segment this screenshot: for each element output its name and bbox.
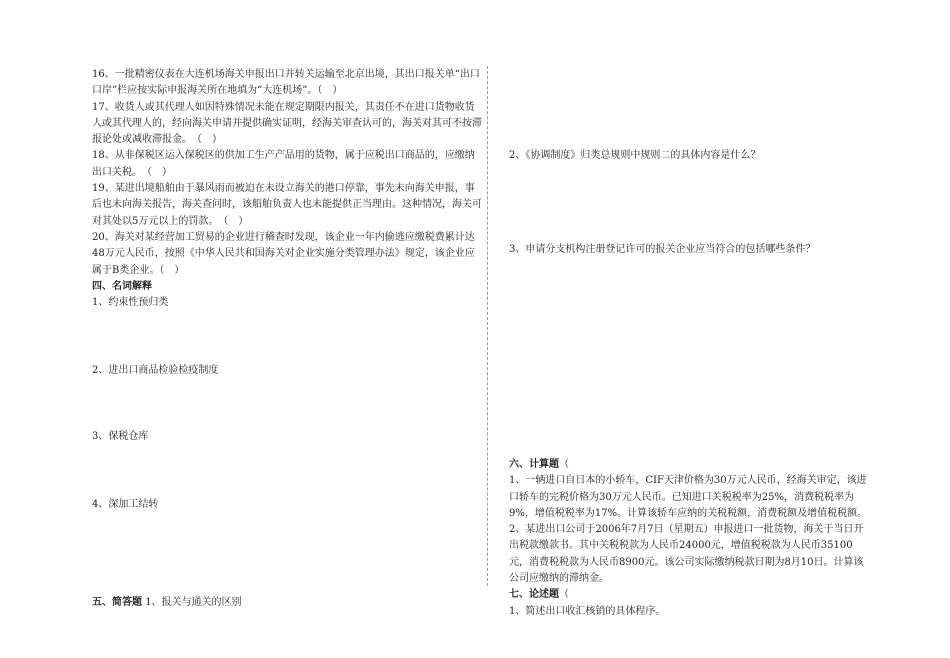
calc-question-2: 2、某进出口公司于2006年7月7日（星期五）申报进口一批货物，海关于当日开出税款缴款书。其中关税税款为人民币24000元，增值税税款为人民币35100元，消费税税款为人民币8900元。该公司实际缴纳税款日期为8月10日。计算该公司应缴纳的滞纳金。 bbox=[509, 524, 864, 585]
essay-question-1: 1、简述出口收汇核销的具体程序。 bbox=[509, 605, 666, 617]
answer-space bbox=[92, 513, 484, 595]
term-item-1: 1、约束性预归类 bbox=[92, 297, 169, 309]
calc-question-1: 1、一辆进口自日本的小轿车，CIF天津价格为30万元人民币，经海关审定，该进口轿车的完税价格为30万元人民币。已知进口关税税率为25%，消费税税率为9%，增值税税率为17%。计算该轿车应纳的关税税额，消费税额及增值税税额。 bbox=[509, 475, 868, 519]
section5-line bbox=[92, 595, 484, 611]
tf-question-17: 17、收货人或其代理人如因特殊情况未能在规定期限内报关，其责任不在进口货物收货人或其代理人的，经向海关申请并提供确实证明，经海关审查认可的，海关对其可不按滞报论处或减收滞报金。 （ ） bbox=[92, 101, 482, 146]
section7-title-line bbox=[509, 587, 869, 603]
section6-title-suffix: （ bbox=[559, 459, 569, 470]
tf-question-18: 18、从非保税区运入保税区的供加工生产产品用的货物，属于应税出口商品的，应缴纳出口关税。 （ ） bbox=[92, 150, 475, 178]
short-question-2: 2、《协调制度》归类总规则中规则二的具体内容是什么？ bbox=[509, 150, 761, 161]
section6-title: 六、计算题 bbox=[509, 459, 559, 470]
tf-question-19: 19、某进出境船舶由于暴风雨而被迫在未设立海关的港口停靠，事先未向海关申报，事后也未向海关报告，海关查问时，该船舶负责人也未能提供正当理由。这种情况，海关可对其处以5万元以上的罚款。 （ ） bbox=[92, 183, 482, 227]
term-item-3: 3、保税仓库 bbox=[92, 430, 149, 442]
left-column bbox=[92, 67, 484, 612]
section6 bbox=[509, 457, 869, 620]
section7-title-suffix: （ bbox=[559, 589, 569, 601]
answer-space bbox=[92, 380, 484, 429]
section7-title: 七、论述题 bbox=[509, 589, 559, 601]
term-item-2: 2、进出口商品检验检疫制度 bbox=[92, 365, 219, 377]
tf-question-20: 20、海关对某经营加工贸易的企业进行稽查时发现，该企业一年内偷逃应缴税费累计达48万元人民币，按照《中华人民共和国海关对企业实施分类管理办法》规定，该企业应属于B类企业。（ ） bbox=[92, 231, 475, 276]
tf-question-16: 16、一批精密仪表在大连机场海关申报出口并转关运输至北京出境，其出口报关单“出口口岸”栏应按实际申报海关所在地填为“大连机场”。（ ） bbox=[92, 69, 480, 97]
answer-space bbox=[92, 445, 484, 497]
term-item-4: 4、深加工结转 bbox=[92, 499, 159, 511]
section5-title: 五、简答题 bbox=[92, 597, 142, 609]
section4-title: 四、名词解释 bbox=[92, 280, 152, 292]
short-question-3: 3、申请分支机构注册登记许可的报关企业应当符合的包括哪些条件？ bbox=[509, 244, 816, 255]
column-divider bbox=[487, 66, 488, 586]
answer-space bbox=[92, 311, 484, 363]
short-question-1: 1、报关与通关的区别 bbox=[145, 597, 242, 609]
section6-title-line bbox=[509, 457, 869, 473]
